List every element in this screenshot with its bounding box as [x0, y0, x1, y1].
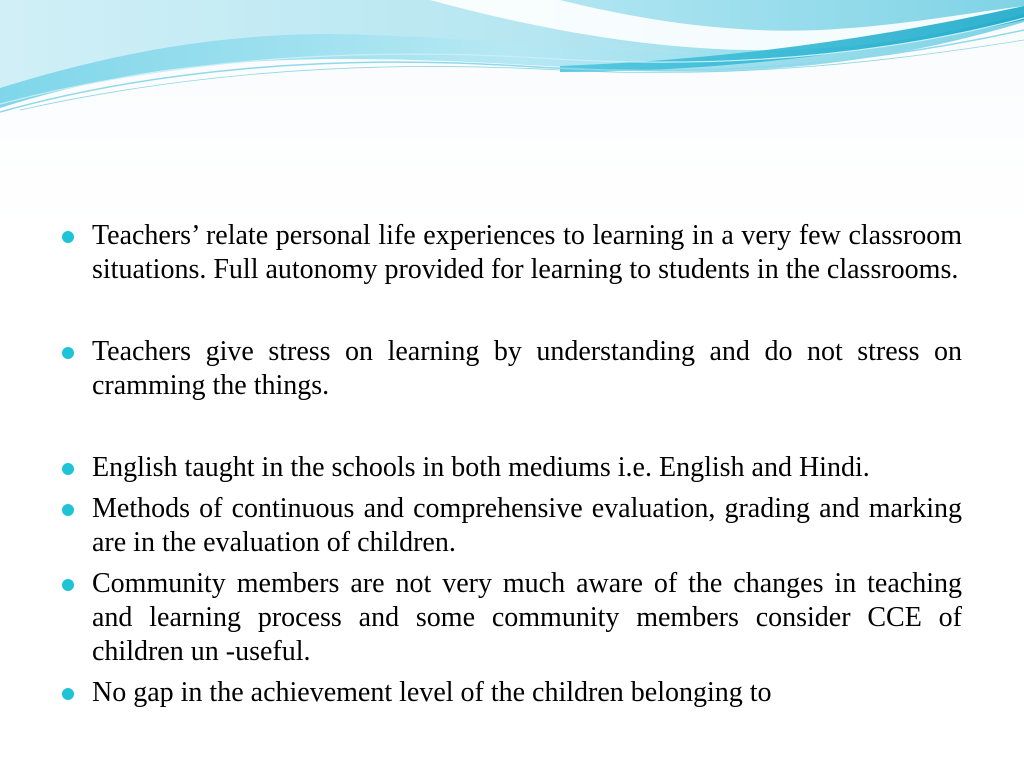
- bullet-dot-icon: [62, 347, 74, 359]
- bullet-dot-icon: [62, 231, 74, 243]
- bullet-text: Teachers give stress on learning by understanding and do not stress on cramming the things.: [92, 336, 962, 401]
- bullet-text: English taught in the schools in both mediums i.e. English and Hindi.: [92, 452, 870, 483]
- bullet-item: [62, 219, 962, 287]
- bullet-text: Community members are not very much aware of the changes in teaching and learning process and some community members consider CCE of children un -useful.: [92, 568, 962, 667]
- wave-header-decoration: [0, 0, 1024, 130]
- bullet-list: [62, 219, 962, 717]
- bullet-dot-icon: [62, 504, 74, 516]
- bullet-dot-icon: [62, 463, 74, 475]
- bullet-text: Methods of continuous and comprehensive evaluation, grading and marking are in the evaluation of children.: [92, 493, 962, 558]
- bullet-item: [62, 335, 962, 403]
- bullet-text: Teachers’ relate personal life experiences to learning in a very few classroom situations. Full autonomy provided for learning to students in the classrooms.: [92, 220, 962, 285]
- bullet-text: No gap in the achievement level of the children belonging to: [92, 677, 772, 708]
- bullet-item: [62, 492, 962, 560]
- bullet-item: [62, 676, 962, 710]
- bullet-dot-icon: [62, 688, 74, 700]
- bullet-dot-icon: [62, 579, 74, 591]
- bullet-item: [62, 567, 962, 669]
- bullet-item: [62, 451, 962, 485]
